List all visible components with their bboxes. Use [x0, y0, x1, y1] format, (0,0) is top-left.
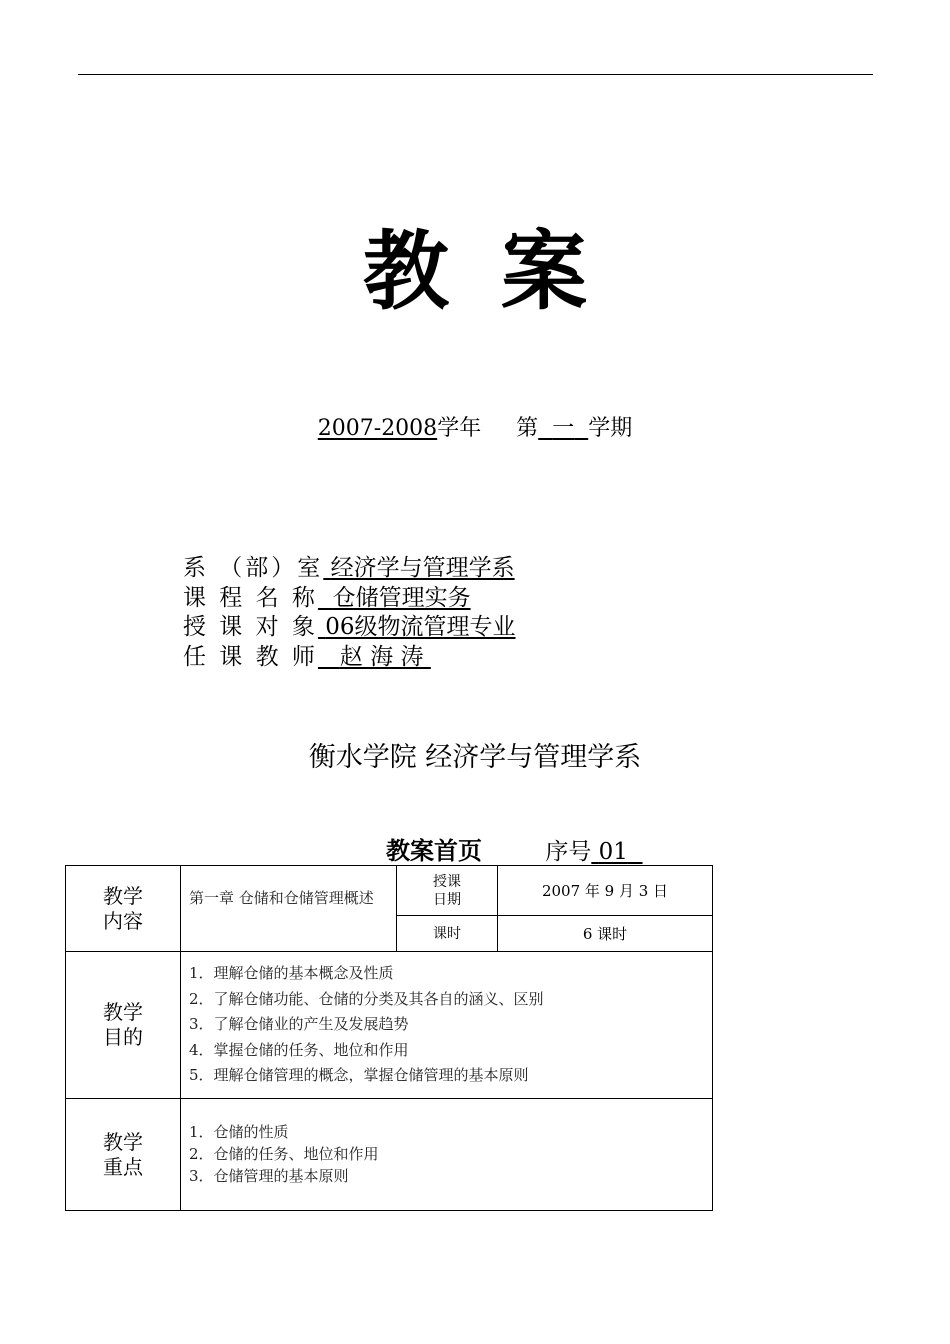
semester-prefix: 第	[516, 416, 539, 441]
course-info	[183, 554, 516, 672]
date-value: 2007 年 9 月 3 日	[498, 866, 713, 916]
keypoints-list	[189, 1121, 704, 1187]
keypoint-item: 2．仓储的任务、地位和作用	[189, 1145, 379, 1163]
objectives-list	[189, 961, 704, 1089]
course-value: 仓储管理实务	[332, 584, 471, 611]
keypoint-item: 1．仓储的性质	[189, 1123, 289, 1141]
objectives-cell	[181, 952, 713, 1099]
academic-year-suffix: 学年	[437, 416, 482, 441]
first-page-header	[386, 836, 643, 867]
course-label: 课 程 名 称	[183, 584, 318, 611]
academic-term	[0, 414, 950, 444]
college-name: 衡水学院 经济学与管理学系	[308, 742, 642, 773]
top-rule	[78, 74, 873, 75]
academic-years: 2007-2008	[317, 416, 438, 441]
keypoint-item: 3．仓储管理的基本原则	[189, 1167, 349, 1185]
objective-item: 2．了解仓储功能、仓储的分类及其各自的涵义、区别	[189, 989, 544, 1008]
department-value: 经济学与管理学系	[330, 555, 515, 581]
keypoints-cell	[181, 1099, 713, 1211]
course-row	[183, 584, 516, 614]
semester-value: 一	[552, 416, 575, 441]
serial-value: 01	[598, 839, 628, 865]
objective-item: 5．理解仓储管理的概念，掌握仓储管理的基本原则	[189, 1066, 529, 1085]
date-header: 授课日期	[397, 866, 498, 916]
objective-item: 4．掌握仓储的任务、地位和作用	[189, 1040, 409, 1059]
semester-suffix: 学期	[588, 416, 633, 441]
audience-label: 授 课 对 象	[183, 614, 318, 640]
teacher-row	[183, 643, 516, 673]
hours-value: 6 课时	[498, 916, 713, 952]
audience-row	[183, 613, 516, 643]
objective-item: 1．理解仓储的基本概念及性质	[189, 964, 394, 983]
lesson-plan-table	[65, 865, 713, 1211]
keypoints-header: 教学重点	[66, 1099, 181, 1211]
department-label: 系 （部）室	[183, 555, 324, 581]
serial-label: 序号	[545, 839, 592, 865]
teacher-value: 赵 海 涛	[339, 643, 424, 670]
objectives-header: 教学目的	[66, 952, 181, 1099]
audience-value: 06级物流管理专业	[325, 614, 516, 640]
teacher-label: 任 课 教 师	[183, 643, 318, 670]
department-row	[183, 554, 516, 584]
content-value: 第一章 仓储和仓储管理概述	[181, 866, 397, 952]
objective-item: 3．了解仓储业的产生及发展趋势	[189, 1015, 409, 1034]
hours-header: 课时	[397, 916, 498, 952]
first-page-title: 教案首页	[386, 837, 482, 865]
content-header: 教学内容	[66, 866, 181, 952]
document-title: 教案	[363, 222, 639, 322]
